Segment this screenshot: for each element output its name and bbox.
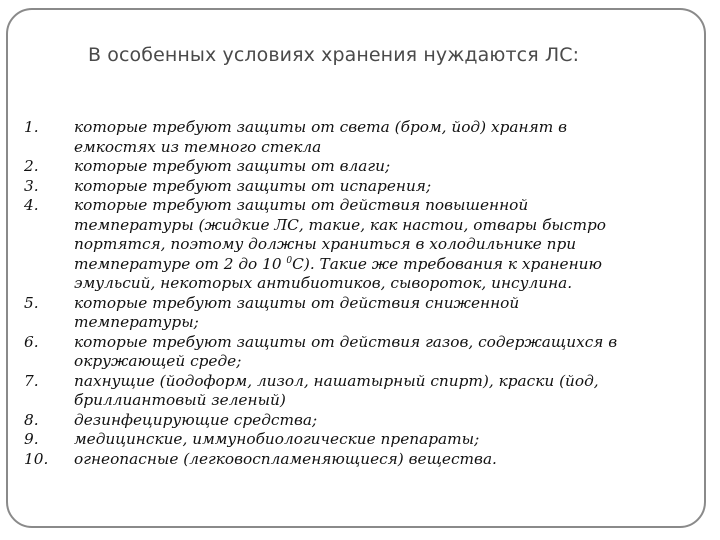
list-item-line: температуры (жидкие ЛС, такие, как настои, отвары быстро (74, 215, 606, 234)
list-item-line: медицинские, иммунобиологические препараты; (74, 430, 480, 448)
list-item-text (74, 430, 704, 450)
list-item-9 (24, 430, 704, 450)
list-item-5 (24, 294, 704, 333)
list-item-text (74, 372, 704, 411)
list-item-1 (24, 118, 704, 157)
list-item-line: которые требуют защиты от влаги; (74, 157, 391, 175)
list-item-line: температуры; (74, 313, 199, 331)
list-item-line: дезинфецирующие средства; (74, 410, 318, 429)
list-item-line: которые требуют защиты от действия повышенной (74, 196, 529, 214)
list-item-line: которые требуют защиты от света (бром, йод) хранят в (74, 118, 567, 136)
list-item-number: 4. (24, 196, 39, 214)
list-item-text (74, 411, 704, 431)
slide-frame (6, 8, 706, 528)
list-item-number: 8. (24, 410, 39, 429)
list-item-2 (24, 157, 704, 177)
slide-title: В особенных условиях хранения нуждаются ЛС: (88, 44, 580, 66)
list-item-line: эмульсий, некоторых антибиотиков, сывороток, инсулина. (74, 274, 573, 292)
list-item-number: 10. (24, 449, 49, 468)
list-item-6 (24, 333, 704, 372)
list-item-line: пахнущие (йодоформ, лизол, нашатырный спирт), краски (йод, (74, 371, 599, 390)
temperature-text: температуре от 2 до 10 (74, 254, 287, 273)
list-item-line: окружающей среде; (74, 352, 242, 370)
list-item-text (74, 294, 704, 333)
list-item-text (74, 450, 704, 470)
list-item-line: огнеопасные (легковоспламеняющиеся) вещества. (74, 449, 497, 468)
list-item-line-with-degree (74, 255, 704, 275)
list-item-line: портятся, поэтому должны храниться в холодильнике при (74, 235, 577, 253)
list-item-text (74, 157, 704, 177)
list-item-line: которые требуют защиты от действия сниженной (74, 293, 520, 312)
list-item-text (74, 118, 704, 157)
list-item-text (74, 196, 704, 294)
list-item-4 (24, 196, 704, 294)
list-item-number: 3. (24, 176, 39, 195)
list-item-number: 2. (24, 157, 39, 175)
list-item-line: которые требуют защиты от действия газов, содержащихся в (74, 332, 618, 351)
list-item-8 (24, 411, 704, 431)
list-item-number: 1. (24, 118, 39, 136)
list-item-line: емкостях из темного стекла (74, 137, 322, 156)
degree-mark: 0 (286, 255, 293, 266)
list-item-7 (24, 372, 704, 411)
list-item-10 (24, 450, 704, 470)
list-item-line: бриллиантовый зеленый) (74, 391, 286, 409)
storage-conditions-list (24, 118, 704, 469)
list-item-text (74, 177, 704, 197)
list-item-3 (24, 177, 704, 197)
list-item-number: 7. (24, 371, 39, 390)
list-item-text (74, 333, 704, 372)
list-item-number: 6. (24, 332, 39, 351)
temperature-text-end: C). Такие же требования к хранению (292, 254, 602, 273)
list-item-number: 9. (24, 430, 39, 448)
list-item-number: 5. (24, 293, 39, 312)
list-item-line: которые требуют защиты от испарения; (74, 176, 432, 195)
